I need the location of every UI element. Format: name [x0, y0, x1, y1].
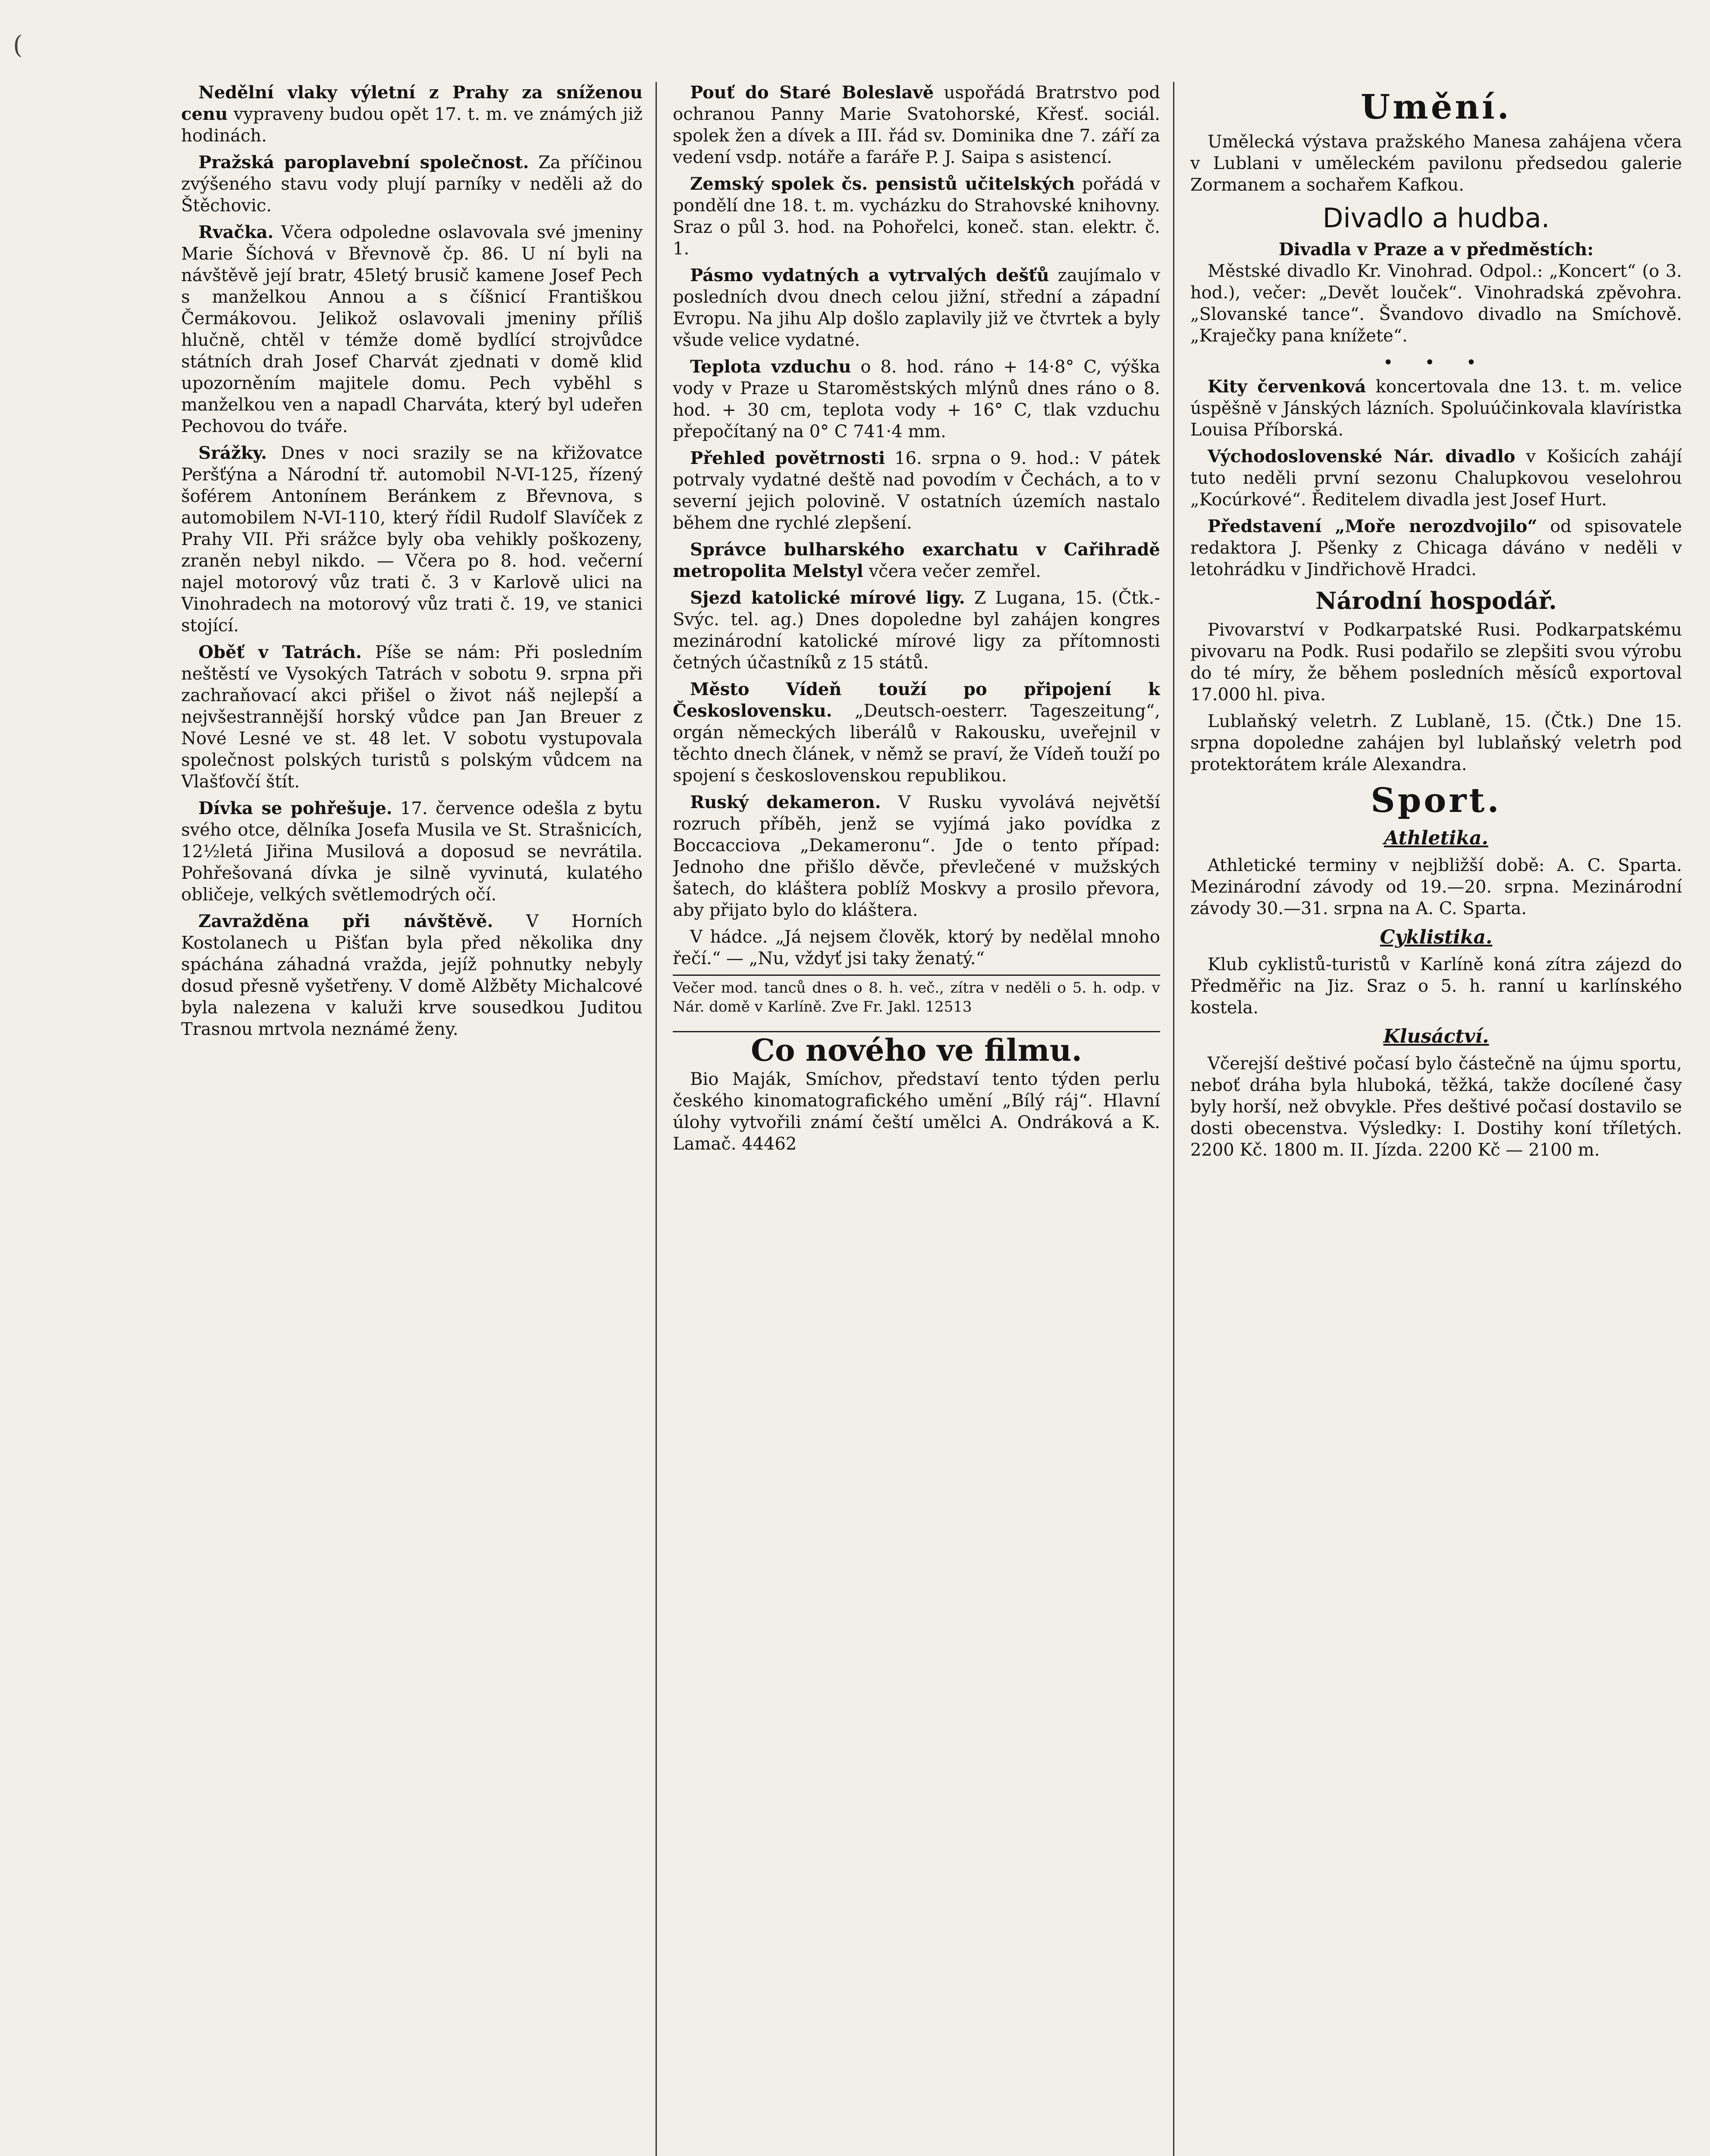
item-text: V Rusku vyvolává největší rozruch příběh, jenž se vyjímá jako povídka z Boccacciova „Dekameronu“. Jde o tento případ: Jednoho dne přišlo děvče, převlečené v mužských šatech, do kláštera poblíž Moskvy a prosilo převora, aby přijato bylo do kláštera.: [673, 793, 1160, 920]
subsection-heading: Klusáctví.: [1383, 1025, 1489, 1047]
column-right: [1190, 82, 1682, 2156]
column-left: [181, 82, 643, 2156]
item-text: V Horních Kostolanech u Pišťan byla před několika dny spáchána záhadná vražda, jejíž pohnutky nebyly dosud přesně vyšetřeny. V domě Alžběty Michalcové byla nalezena v kaluži krve sousedkou Juditou Trasnou mrtvola neznámé ženy.: [181, 912, 643, 1039]
item-text: 16. srpna o 9. hod.: V pátek potrvaly vydatné deště nad povodím v Čechách, a to v severní jejich polovině. V ostatních územích nastalo během dne rychlé zlepšení.: [673, 448, 1160, 533]
news-item: [181, 152, 643, 216]
item-heading: Východoslovenské Nár. divadlo: [1208, 446, 1515, 467]
item-heading: Oběť v Tatrách.: [198, 642, 362, 662]
news-item: [181, 798, 643, 906]
item-heading: Ruský dekameron.: [690, 792, 881, 812]
advert: Večer mod. tanců dnes o 8. h. več., zítra v neděli o 5. h. odp. v Nár. domě v Karlíně. Zve Fr. Jakl. 12513: [673, 975, 1160, 1016]
section-text: Včerejší deštivé počasí bylo částečně na újmu sportu, neboť dráha byla hluboká, těžká, takže docílené časy byly horší, než obvykle. Přes deštivé počasí dostavilo se dosti obecenstva. Výsledky: I. Dostihy koní tříletých. 2200 Kč. 1800 m. II. Jízda. 2200 Kč — 2100 m.: [1190, 1054, 1682, 1160]
section-text: Athletické terminy v nejbližší době: A. C. Sparta. Mezinárodní závody od 19.—20. srpna. Mezinárodní závody 30.—31. srpna na A. C. Sparta.: [1190, 856, 1682, 918]
news-item: [181, 642, 643, 793]
section-heading-film: Co nového ve filmu.: [673, 1031, 1160, 1069]
section-text: Umělecká výstava pražského Manesa zahájena včera v Lublani v uměleckém pavilonu předsedou galerie Zormanem a sochařem Kafkou.: [1190, 132, 1682, 195]
section-heading-divadlo: Divadlo a hudba.: [1322, 202, 1550, 234]
film-text: Bio Maják, Smíchov, představí tento týden perlu českého kinomatografického umění „Bílý ráj“. Hlavní úlohy vytvořili známí čeští umělci A. Ondráková a K. Lamač. 44462: [673, 1069, 1160, 1154]
item-text: pořádá v pondělí dne 18. t. m. vycházku do Strahovské knihovny. Sraz o půl 3. hod. na Pohořelci, koneč. stan. elektr. č. 1.: [673, 174, 1160, 259]
item-text: zaujímalo v posledních dvou dnech celou jižní, střední a západní Evropu. Na jihu Alp došlo zaplavily již ve čtvrtek a byly všude velice vydatné.: [673, 266, 1160, 350]
item-text: 17. července odešla z bytu svého otce, dělníka Josefa Musila ve St. Strašnicích, 12½letá Jiřina Musilová a doposud se nevrátila. Pohřešovaná dívka je silně vyvinutá, kulatého obličeje, velkých světlemodrých očí.: [181, 799, 643, 905]
column-rule: [1173, 82, 1174, 2156]
column-rule: [656, 82, 657, 2156]
section-text: Lublaňský veletrh. Z Lublaně, 15. (Čtk.) Dne 15. srpna dopoledne zahájen byl lublaňský veletrh pod protektorátem krále Alexandra.: [1190, 711, 1682, 774]
item-text: od spisovatele redaktora J. Pšenky z Chicaga dáváno v neděli v letohrádku v Jindřichově Hradci.: [1190, 517, 1682, 580]
item-text: koncertovala dne 13. t. m. velice úspěšně v Jánských lázních. Spoluúčinkovala klavíristka Louisa Příborská.: [1190, 377, 1682, 440]
item-text: včera večer zemřel.: [869, 561, 1041, 581]
item-heading: Zemský spolek čs. pensistů učitelských: [690, 174, 1075, 194]
item-heading: Sjezd katolické mírové ligy.: [690, 588, 965, 608]
news-item: [673, 587, 1160, 674]
item-heading: Představení „Moře nerozdvojilo“: [1208, 516, 1537, 536]
news-item: [673, 356, 1160, 442]
item-text: o 8. hod. ráno + 14·8° C, výška vody v Praze u Staroměstských mlýnů dnes ráno o 8. hod. + 30 cm, teplota vody + 16° C, tlak vzduchu přepočítaný na 0° C 741·4 mm.: [673, 357, 1160, 442]
separator: • • •: [1383, 353, 1490, 373]
quote: V hádce. „Já nejsem člověk, ktorý by nedělal mnoho řečí.“ — „Nu, vždyť jsi taky ženatý.“: [673, 927, 1160, 968]
section-text: Pivovarství v Podkarpatské Rusi. Podkarpatskému pivovaru na Podk. Rusi podařilo se zlepšiti svou výrobu do té míry, že během posledních měsíců exportoval 17.000 hl. piva.: [1190, 620, 1682, 705]
item-text: vypraveny budou opět 17. t. m. ve známých již hodinách.: [181, 104, 643, 146]
item-heading: Dívka se pohřešuje.: [198, 798, 392, 818]
news-item: [181, 222, 643, 437]
item-heading: Nedělní vlaky výletní z Prahy za sníženou cenu: [181, 82, 643, 124]
news-item: [181, 911, 643, 1040]
news-item: [181, 82, 643, 147]
item-text: uspořádá Bratrstvo pod ochranou Panny Marie Svatohorské, Křesť. sociál. spolek žen a dívek a III. řád sv. Dominika dne 7. září za vedení vsdp. notáře a faráře P. J. Saipa s asistencí.: [673, 83, 1160, 167]
news-item: [1190, 376, 1682, 441]
subsection-heading: Athletika.: [1384, 827, 1488, 849]
news-item: [673, 82, 1160, 168]
news-item: [181, 442, 643, 636]
item-heading: Přehled povětrnosti: [690, 448, 885, 468]
item-heading: Teplota vzduchu: [690, 357, 851, 377]
item-heading: Město Vídeň touží po připojení k Československu.: [673, 679, 1160, 721]
section-subheading: Divadla v Praze a v předměstích:: [1278, 239, 1594, 260]
news-item: [1190, 516, 1682, 580]
news-item: [673, 448, 1160, 534]
news-item: [1190, 446, 1682, 511]
news-item: [673, 173, 1160, 260]
news-item: [673, 679, 1160, 787]
item-heading: Kity červenková: [1208, 376, 1366, 397]
item-heading: Srážky.: [198, 443, 267, 463]
item-text: v Košicích zahájí tuto neděli první sezonu Chalupkovou veselohrou „Kocúrkové“. Ředitelem divadla jest Josef Hurt.: [1190, 447, 1682, 510]
section-heading-hospodar: Národní hospodář.: [1315, 587, 1557, 614]
item-text: Z Lugana, 15. (Čtk.-Svýc. tel. ag.) Dnes dopoledne byl zahájen kongres mezinárodní katolické mírové ligy za přítomnosti četných účastníků z 15 států.: [673, 588, 1160, 673]
item-heading: Správce bulharského exarchatu v Cařihradě metropolita Melstyl: [673, 539, 1160, 581]
item-text: Dnes v noci srazily se na křižovatce Peršťýna a Národní tř. automobil N-VI-125, řízený šoférem Antonínem Beránkem z Břevnova, s automobilem N-VI-110, který řídil Rudolf Slavíček z Prahy VII. Při srážce byly oba vehikly poškozeny, zraněn nebyl nikdo. — Včera po 8. hod. večerní najel motorový vůz trati č. 3 v Karlově ulici na Vinohradech na motorový vůz trati č. 19, ve stanici stojící.: [181, 443, 643, 636]
item-text: „Deutsch-oesterr. Tageszeitung“, orgán německých liberálů v Rakousku, uveřejnil v těchto dnech článek, v němž se praví, že Vídeň touží po spojení s československou republikou.: [673, 701, 1160, 786]
item-text: Za příčinou zvýšeného stavu vody plují parníky v neděli až do Štěchovic.: [181, 153, 643, 216]
item-heading: Zavražděna při návštěvě.: [198, 911, 493, 931]
section-heading-sport: Sport.: [1371, 781, 1502, 820]
edge-mark: (: [13, 30, 23, 60]
item-heading: Pouť do Staré Boleslavě: [690, 82, 934, 103]
item-text: Píše se nám: Při posledním neštěstí ve Vysokých Tatrách v sobotu 9. srpna při zachraňovací akci přišel o život náš nejlepší a nejvšestrannější horský vůdce pan Jan Breuer z Nové Lesné ve st. 48 let. V sobotu vystupovala společnost polských turistů s polským vůdcem na Vlašťovčí štít.: [181, 642, 643, 792]
item-heading: Pražská paroplavební společnost.: [198, 152, 529, 172]
section-heading-umeni: Umění.: [1361, 88, 1512, 127]
item-text: Včera odpoledne oslavovala své jmeniny Marie Šíchová v Břevnově čp. 86. U ní byli na návštěvě její bratr, 45letý brusič kamene Josef Pech s manželkou Annou a s číšnicí Františkou Čermákovou. Jelikož oslavovali jmeniny příliš hlučně, chtěl v témže domě bydlící strojvůdce státních drah Josef Charvát zjednati v domě klid upozorněním majitele domu. Pech vyběhl s manželkou ven a napadl Charváta, který byl udeřen Pechovou do tváře.: [181, 222, 643, 436]
item-heading: Pásmo vydatných a vytrvalých dešťů: [690, 265, 1049, 285]
news-item: [673, 792, 1160, 921]
item-heading: Rvačka.: [198, 222, 274, 242]
column-middle: [673, 82, 1160, 2156]
subsection-heading: Cyklistika.: [1380, 926, 1493, 948]
section-text: Klub cyklistů-turistů v Karlíně koná zítra zájezd do Předměřic na Jiz. Sraz o 5. h. ranní u karlínského kostela.: [1190, 955, 1682, 1018]
section-text: Městské divadlo Kr. Vinohrad. Odpol.: „Koncert“ (o 3. hod.), večer: „Devět louček“. Vinohradská zpěvohra. „Slovanské tance“. Švandovo divadlo na Smíchově. „Kraječky pana knížete“.: [1190, 261, 1682, 346]
news-item: [673, 539, 1160, 582]
news-item: [673, 265, 1160, 351]
